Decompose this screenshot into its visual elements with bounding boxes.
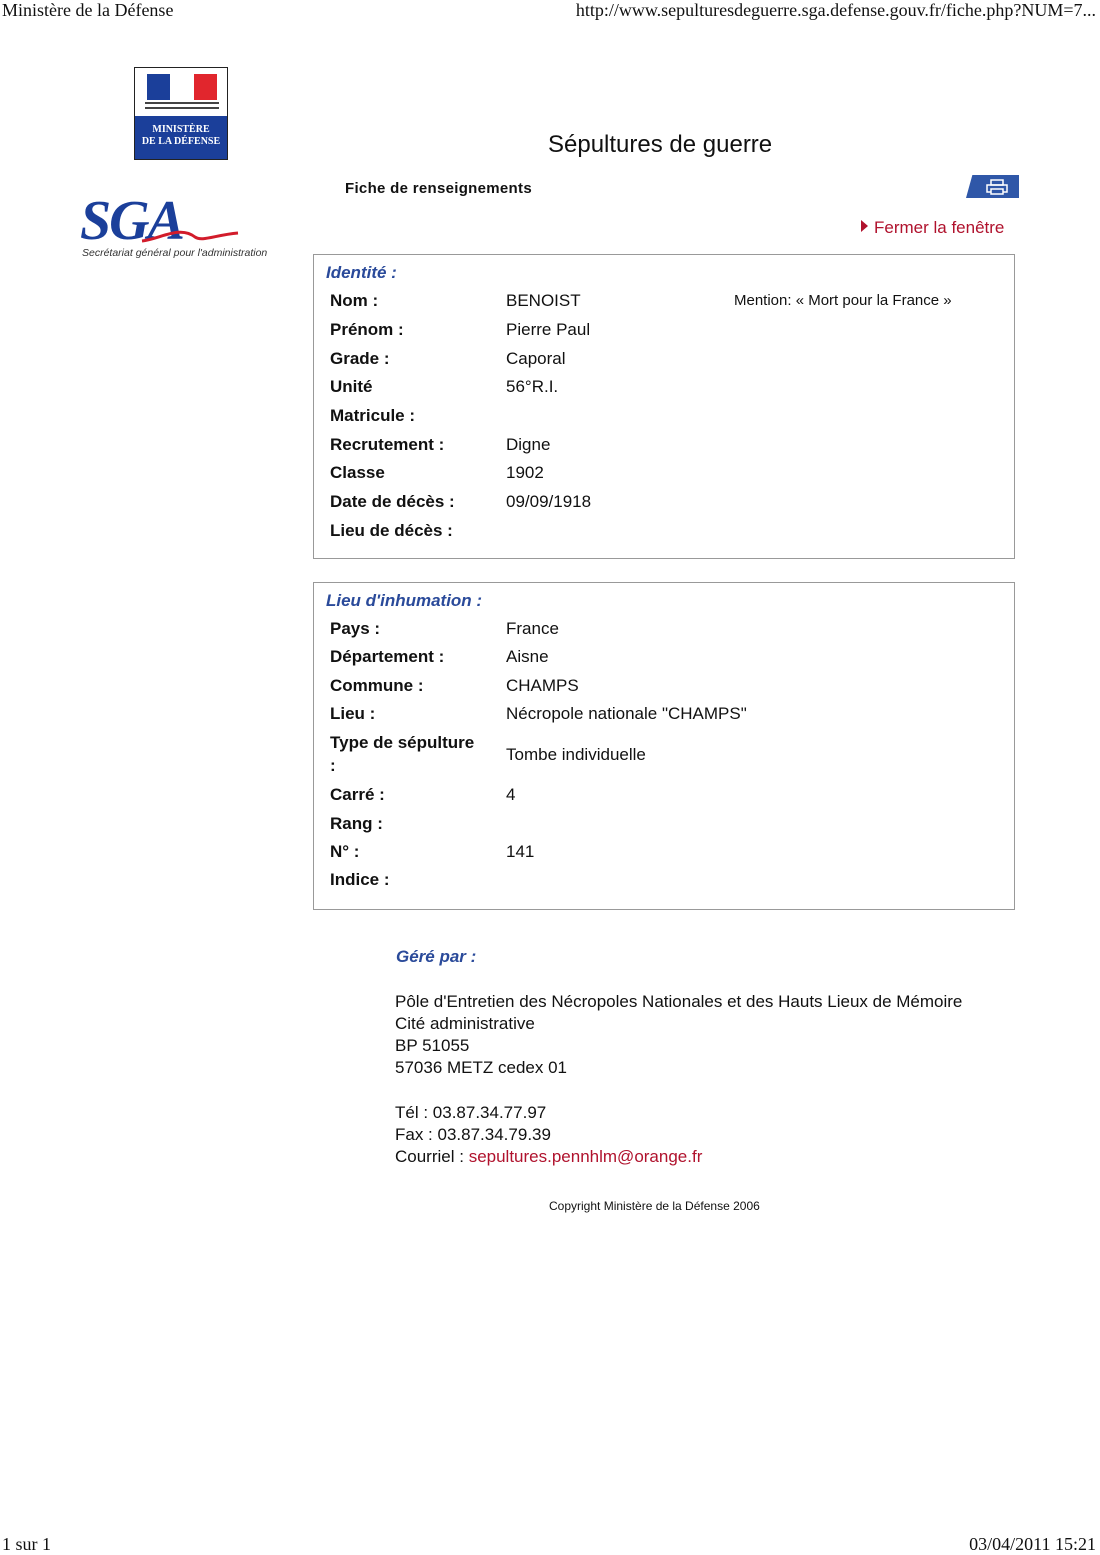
close-window-label: Fermer la fenêtre [874,218,1005,237]
sga-logo-subtitle: Secrétariat général pour l'administration [82,247,268,259]
copyright: Copyright Ministère de la Défense 2006 [549,1199,760,1213]
field-label-type-sepulture: Type de sépulture [330,733,475,752]
field-label-commune: Commune : [330,676,424,695]
field-value-carre: 4 [506,785,516,804]
field-label-rang: Rang : [330,814,383,833]
managed-by-title: Géré par : [396,947,477,966]
field-label-matricule: Matricule : [330,406,416,425]
field-label-carre: Carré : [330,785,385,804]
field-label-grade: Grade : [330,349,390,368]
arrow-right-icon [861,220,868,232]
mention-text: Mention: « Mort pour la France » [734,292,952,309]
field-label-numero: N° : [330,842,360,861]
managed-by-org: Pôle d'Entretien des Nécropoles Nationales et des Hauts Lieux de Mémoire [395,992,963,1011]
email-link[interactable]: sepultures.pennhlm@orange.fr [468,1147,703,1166]
managed-by-tel: Tél : 03.87.34.77.97 [395,1103,547,1122]
identity-panel-title: Identité : [326,263,397,282]
field-label-date-deces: Date de décès : [330,492,455,511]
field-value-commune: CHAMPS [506,676,579,695]
field-value-grade: Caporal [506,349,566,368]
email-label: Courriel : [395,1147,469,1166]
field-label-type-sepulture-colon: : [330,756,336,775]
print-header-title: Ministère de la Défense [2,0,174,20]
french-flag-icon [147,74,217,100]
managed-by-address3: 57036 METZ cedex 01 [395,1058,567,1077]
managed-by-address2: BP 51055 [395,1036,470,1055]
print-header-url: http://www.sepulturesdeguerre.sga.defense.gouv.fr/fiche.php?NUM=7... [575,0,1096,20]
ministry-logo [134,67,228,160]
field-label-lieu: Lieu : [330,704,376,723]
field-label-nom: Nom : [330,291,379,310]
field-value-type-sepulture: Tombe individuelle [506,745,646,764]
field-label-departement: Département : [330,647,445,666]
field-value-lieu: Nécropole nationale "CHAMPS" [506,704,747,723]
sga-logo-text: SGA [80,190,183,252]
print-footer-page: 1 sur 1 [2,1534,51,1554]
sga-logo [80,175,296,296]
sga-swoosh-icon [140,215,240,245]
field-label-recrutement: Recrutement : [330,435,445,454]
field-value-nom: BENOIST [506,291,581,310]
field-value-pays: France [506,619,559,638]
field-label-classe: Classe [330,463,385,482]
printer-icon [986,179,1008,195]
field-value-unite: 56°R.I. [506,377,559,396]
field-value-prenom: Pierre Paul [506,320,591,339]
field-label-prenom: Prénom : [330,320,404,339]
identity-panel [313,254,1015,559]
close-window-link[interactable] [861,218,1004,238]
managed-by-fax: Fax : 03.87.34.79.39 [395,1125,551,1144]
print-footer-date: 03/04/2011 15:21 [969,1534,1096,1554]
burial-panel-title: Lieu d'inhumation : [326,591,483,610]
ministry-logo-line1: MINISTÈRE [152,124,210,135]
field-value-numero: 141 [506,842,535,861]
burial-panel [313,582,1015,910]
page-subtitle: Fiche de renseignements [345,180,532,197]
field-label-indice: Indice : [330,870,390,889]
print-button[interactable] [966,175,1019,198]
field-label-lieu-deces: Lieu de décès : [330,521,453,540]
page-title: Sépultures de guerre [548,131,773,158]
field-value-recrutement: Digne [506,435,551,454]
field-value-departement: Aisne [506,647,549,666]
field-label-pays: Pays : [330,619,381,638]
managed-by-address1: Cité administrative [395,1014,535,1033]
field-value-classe: 1902 [506,463,544,482]
ministry-logo-line2: DE LA DÉFENSE [141,136,221,147]
field-value-date-deces: 09/09/1918 [506,492,592,511]
managed-by-email-line [395,1147,702,1167]
field-label-unite: Unité [330,377,373,396]
